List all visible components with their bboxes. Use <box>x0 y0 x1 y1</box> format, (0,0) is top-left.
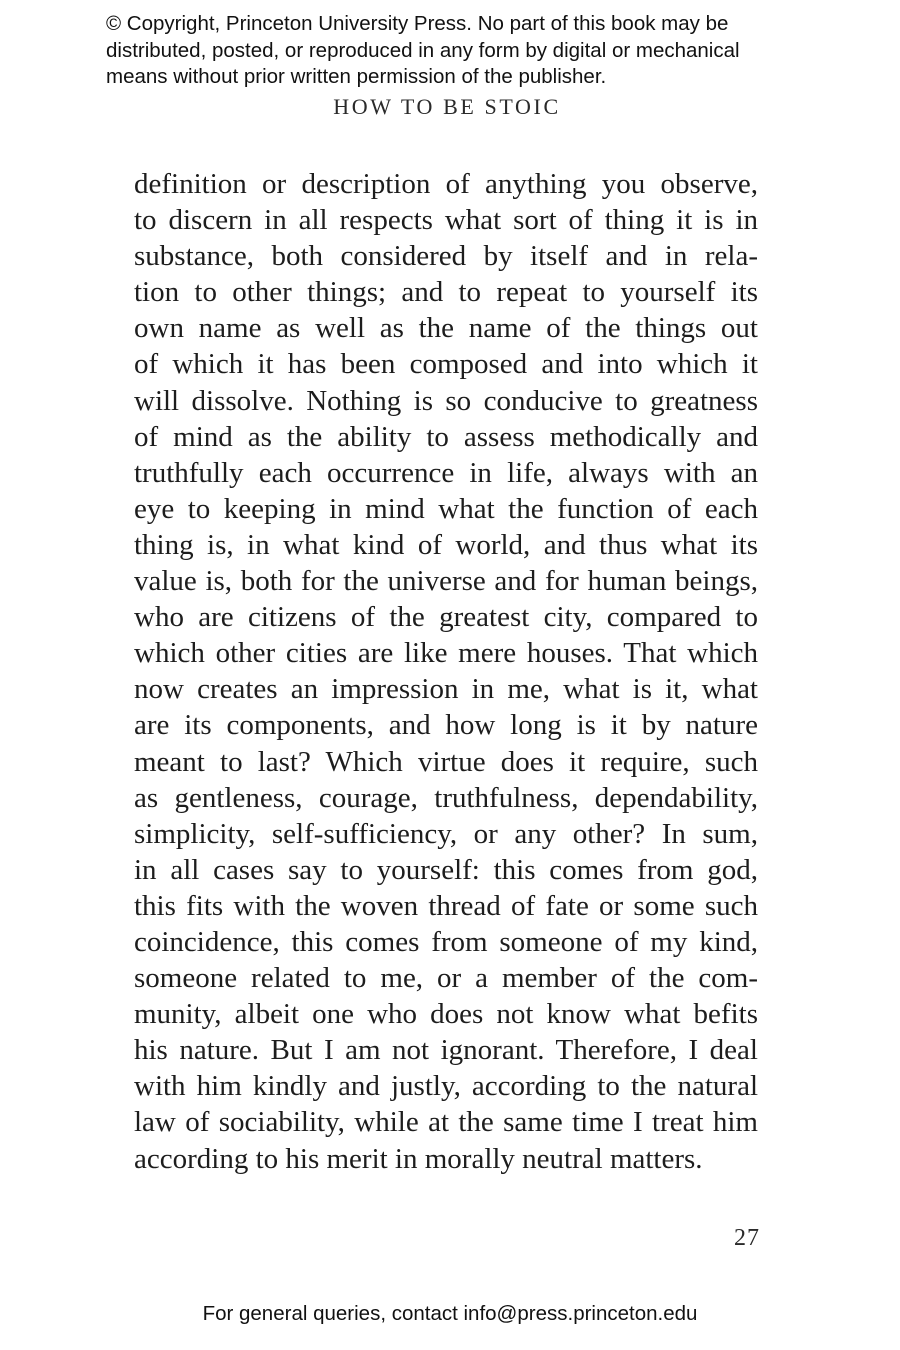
text-line: his nature. But I am not ignorant. Therefore, I deal <box>134 1034 758 1067</box>
copyright-line: © Copyright, Princeton University Press. No part of this book may be <box>106 12 729 35</box>
copyright-line: means without prior written permission of the publisher. <box>106 65 607 88</box>
text-line: munity, albeit one who does not know what befits <box>134 998 758 1031</box>
copyright-line: distributed, posted, or reproduced in any form by digital or mechanical <box>106 38 740 62</box>
text-line: value is, both for the universe and for human beings, <box>134 565 758 598</box>
text-line: as gentleness, courage, truthfulness, dependability, <box>134 781 758 814</box>
text-line: coincidence, this comes from someone of my kind, <box>134 925 758 958</box>
text-line: of mind as the ability to assess methodically and <box>134 420 758 453</box>
text-line: will dissolve. Nothing is so conducive to greatness <box>134 384 758 417</box>
footer-contact: For general queries, contact info@press.princeton.edu <box>202 1302 698 1325</box>
text-line: with him kindly and justly, according to the natural <box>134 1070 758 1103</box>
text-line: substance, both considered by itself and in rela- <box>134 240 758 273</box>
text-line: truthfully each occurrence in life, always with an <box>134 456 758 489</box>
text-line: to discern in all respects what sort of thing it is in <box>134 204 758 237</box>
text-line: according to his merit in morally neutral matters. <box>134 1142 703 1175</box>
text-line: of which it has been composed and into which it <box>134 348 758 381</box>
text-line: law of sociability, while at the same time I treat him <box>134 1106 758 1139</box>
text-line: now creates an impression in me, what is it, what <box>134 673 758 706</box>
text-line: tion to other things; and to repeat to yourself its <box>134 276 758 309</box>
text-line: in all cases say to yourself: this comes from god, <box>134 853 758 886</box>
body-text <box>134 166 758 1177</box>
text-line: thing is, in what kind of world, and thus what its <box>134 528 758 561</box>
text-line: own name as well as the name of the things out <box>134 312 758 345</box>
text-line: eye to keeping in mind what the function of each <box>134 492 758 525</box>
text-line: who are citizens of the greatest city, compared to <box>134 601 758 634</box>
page-number: 27 <box>734 1225 760 1251</box>
copyright-notice <box>106 11 886 91</box>
text-line: which other cities are like mere houses. That which <box>134 637 758 670</box>
text-line: someone related to me, or a member of the com- <box>134 962 758 995</box>
text-line: simplicity, self-sufficiency, or any other? In sum, <box>134 817 758 850</box>
text-line: definition or description of anything you observe, <box>134 168 758 200</box>
text-line: this fits with the woven thread of fate or some such <box>134 889 758 922</box>
text-line: are its components, and how long is it by nature <box>134 709 758 742</box>
running-head: HOW TO BE STOIC <box>333 94 561 119</box>
text-line: meant to last? Which virtue does it require, such <box>134 745 758 778</box>
